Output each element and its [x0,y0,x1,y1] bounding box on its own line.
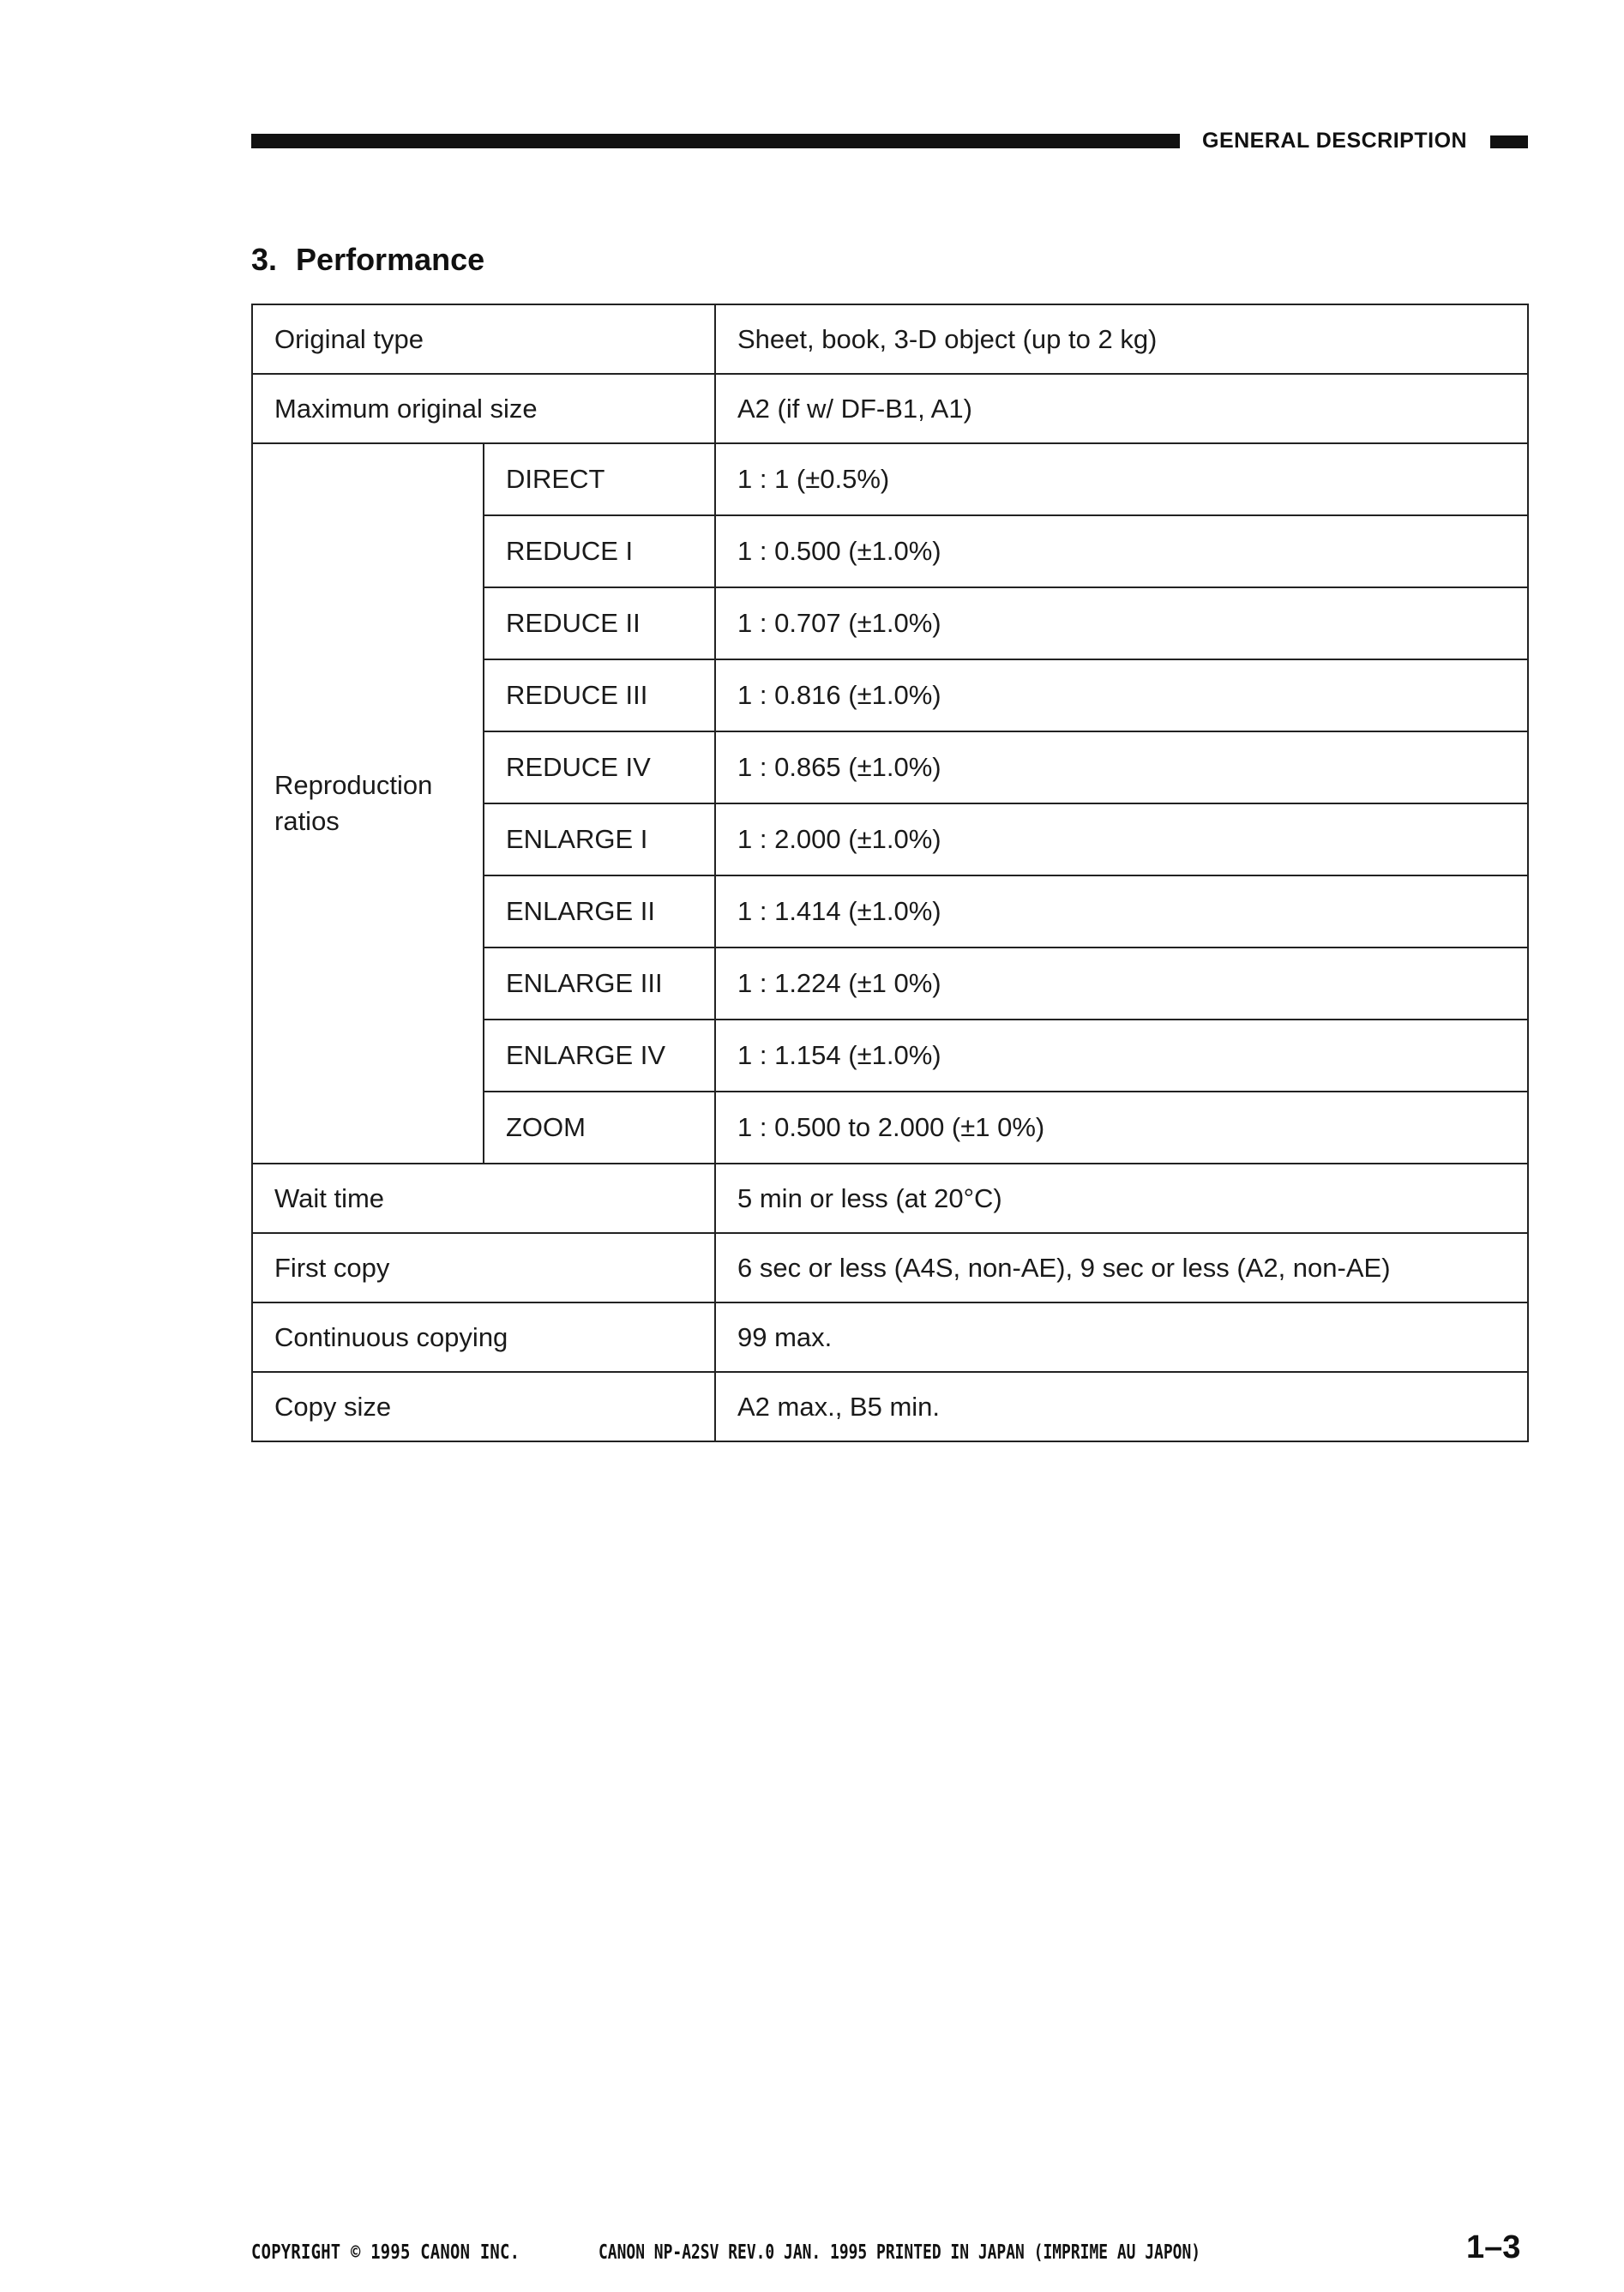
header-marker [1490,135,1528,148]
footer-copyright: COPYRIGHT © 1995 CANON INC. [251,2241,520,2264]
ratio-mode: ENLARGE I [484,803,715,875]
row-value-wait-time: 5 min or less (at 20°C) [715,1164,1528,1233]
page-number: 1–3 [1466,2229,1521,2265]
row-label-max-original-size: Maximum original size [252,374,715,443]
table-row [252,1302,1528,1372]
ratio-value: 1 : 0.500 to 2.000 (±1 0%) [715,1092,1528,1164]
ratio-mode: ENLARGE II [484,875,715,947]
ratio-mode: REDUCE IV [484,731,715,803]
ratio-mode: DIRECT [484,443,715,515]
ratio-value: 1 : 1 (±0.5%) [715,443,1528,515]
row-label-copy-size: Copy size [252,1372,715,1441]
ratio-value: 1 : 1.224 (±1 0%) [715,947,1528,1020]
table-row [252,374,1528,443]
header-rule [251,134,1180,148]
row-label-original-type: Original type [252,304,715,374]
row-label-continuous-copying: Continuous copying [252,1302,715,1372]
ratio-value: 1 : 0.500 (±1.0%) [715,515,1528,587]
row-value-continuous-copying: 99 max. [715,1302,1528,1372]
table-row [252,1372,1528,1441]
row-value-max-original-size: A2 (if w/ DF-B1, A1) [715,374,1528,443]
section-title: Performance [296,242,485,277]
performance-table [251,304,1529,1442]
section-number: 3. [251,242,278,277]
ratio-mode: ENLARGE III [484,947,715,1020]
row-label-wait-time: Wait time [252,1164,715,1233]
section-heading [251,242,484,278]
header-section-label: GENERAL DESCRIPTION [1202,129,1468,153]
footer-manual-info: CANON NP-A2SV REV.0 JAN. 1995 PRINTED IN JAPAN (IMPRIME AU JAPON) [598,2241,1201,2264]
ratio-mode: ENLARGE IV [484,1020,715,1092]
row-label-reproduction-ratios: Reproduction ratios [252,443,484,1164]
row-value-first-copy: 6 sec or less (A4S, non-AE), 9 sec or less (A2, non-AE) [715,1233,1528,1302]
table-row [252,1233,1528,1302]
table-row [252,304,1528,374]
ratio-mode: REDUCE I [484,515,715,587]
ratio-value: 1 : 1.154 (±1.0%) [715,1020,1528,1092]
ratio-value: 1 : 0.816 (±1.0%) [715,659,1528,731]
ratio-mode: REDUCE III [484,659,715,731]
ratio-value: 1 : 1.414 (±1.0%) [715,875,1528,947]
ratio-value: 1 : 2.000 (±1.0%) [715,803,1528,875]
row-value-copy-size: A2 max., B5 min. [715,1372,1528,1441]
row-label-first-copy: First copy [252,1233,715,1302]
ratio-value: 1 : 0.865 (±1.0%) [715,731,1528,803]
table-row [252,443,1528,515]
ratio-mode: ZOOM [484,1092,715,1164]
row-value-original-type: Sheet, book, 3-D object (up to 2 kg) [715,304,1528,374]
ratio-mode: REDUCE II [484,587,715,659]
ratio-value: 1 : 0.707 (±1.0%) [715,587,1528,659]
table-row [252,1164,1528,1233]
